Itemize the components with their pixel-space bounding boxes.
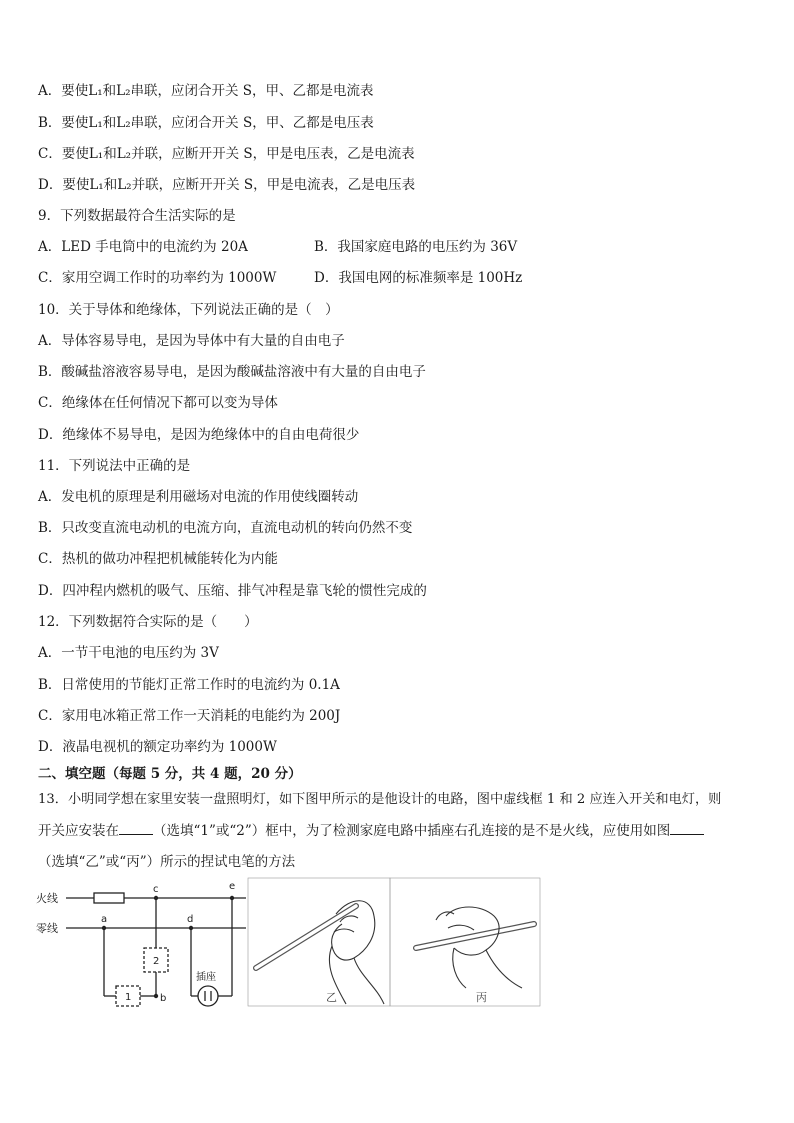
box-2-label: 2 — [153, 956, 160, 967]
q9-option-a: A．LED 手电筒中的电流约为 20A — [38, 239, 248, 255]
q12-stem: 12．下列数据符合实际的是（ ） — [38, 614, 258, 630]
circuit-figure — [36, 876, 546, 1016]
circuit-diagram — [66, 893, 246, 1006]
box-1-label: 1 — [125, 992, 132, 1003]
q9-option-d: D．我国电网的标准频率是 100Hz — [314, 270, 523, 286]
q11-option-a: A．发电机的原理是利用磁场对电流的作用使线圈转动 — [38, 489, 359, 505]
q12-option-a: A．一节干电池的电压约为 3V — [38, 645, 219, 661]
q8-option-b: B．要使L₁和L₂串联，应闭合开关 S，甲、乙都是电压表 — [38, 115, 374, 131]
label-a: a — [101, 914, 108, 925]
q9-option-b: B．我国家庭电路的电压约为 36V — [314, 239, 518, 255]
label-d: d — [187, 914, 194, 925]
q10-option-b: B．酸碱盐溶液容易导电，是因为酸碱盐溶液中有大量的自由电子 — [38, 364, 426, 380]
q8-option-c: C．要使L₁和L₂并联，应断开开关 S，甲是电压表，乙是电流表 — [38, 146, 415, 162]
q13-line3: （选填“乙”或“丙”）所示的捏试电笔的方法 — [38, 854, 296, 870]
neutral-wire-label: 零线 — [36, 922, 58, 935]
answer-blank-1[interactable] — [119, 822, 153, 835]
q12-option-b: B．日常使用的节能灯正常工作时的电流约为 0.1A — [38, 677, 340, 693]
node-e — [230, 896, 234, 900]
q8-option-a: A．要使L₁和L₂串联，应闭合开关 S，甲、乙都是电流表 — [38, 83, 374, 99]
q11-option-d: D．四冲程内燃机的吸气、压缩、排气冲程是靠飞轮的惯性完成的 — [38, 583, 427, 599]
q10-option-d: D．绝缘体不易导电，是因为绝缘体中的自由电荷很少 — [38, 427, 360, 443]
label-e: e — [229, 881, 236, 892]
socket-label: 插座 — [196, 972, 216, 983]
label-c: c — [153, 884, 159, 895]
q11-stem: 11．下列说法中正确的是 — [38, 458, 191, 474]
section-title: 二、填空题（每题 5 分，共 4 题，20 分） — [38, 766, 302, 782]
q10-option-a: A．导体容易导电，是因为导体中有大量的自由电子 — [38, 333, 345, 349]
q13-line2 — [38, 822, 704, 840]
label-yi: 乙 — [326, 991, 337, 1004]
q9-option-c: C．家用空调工作时的功率约为 1000W — [38, 270, 277, 286]
q10-stem: 10．关于导体和绝缘体，下列说法正确的是（ ） — [38, 302, 339, 318]
q12-option-c: C．家用电冰箱正常工作一天消耗的电能约为 200J — [38, 708, 341, 724]
answer-blank-2[interactable] — [670, 822, 704, 835]
q13-line2-end: （选填“1”或“2”）框中，为了检测家庭电路中插座右孔连接的是不是火线，应使用如图 — [153, 823, 671, 839]
live-wire-label: 火线 — [36, 892, 58, 905]
label-bing: 丙 — [476, 991, 487, 1004]
q13-line2-start: 开关应安装在 — [38, 823, 119, 839]
q10-option-c: C．绝缘体在任何情况下都可以变为导体 — [38, 395, 278, 411]
socket-symbol — [198, 986, 218, 1006]
fuse — [94, 893, 124, 903]
node-c — [154, 896, 158, 900]
node-b — [154, 994, 158, 998]
q9-stem: 9．下列数据最符合生活实际的是 — [38, 208, 236, 224]
label-b: b — [160, 993, 167, 1004]
node-a — [102, 926, 106, 930]
q8-option-d: D．要使L₁和L₂并联，应断开开关 S，甲是电流表，乙是电压表 — [38, 177, 416, 193]
node-d — [189, 926, 193, 930]
hand-illustration-yi — [248, 878, 390, 1006]
q13-line1: 13．小明同学想在家里安装一盘照明灯，如下图甲所示的是他设计的电路，图中虚线框 1 和 2 应连入开关和电灯，则 — [38, 792, 722, 807]
q11-option-c: C．热机的做功冲程把机械能转化为内能 — [38, 551, 278, 567]
q12-option-d: D．液晶电视机的额定功率约为 1000W — [38, 739, 277, 755]
hand-illustration-bing — [390, 878, 540, 1006]
q11-option-b: B．只改变直流电动机的电流方向，直流电动机的转向仍然不变 — [38, 520, 413, 536]
